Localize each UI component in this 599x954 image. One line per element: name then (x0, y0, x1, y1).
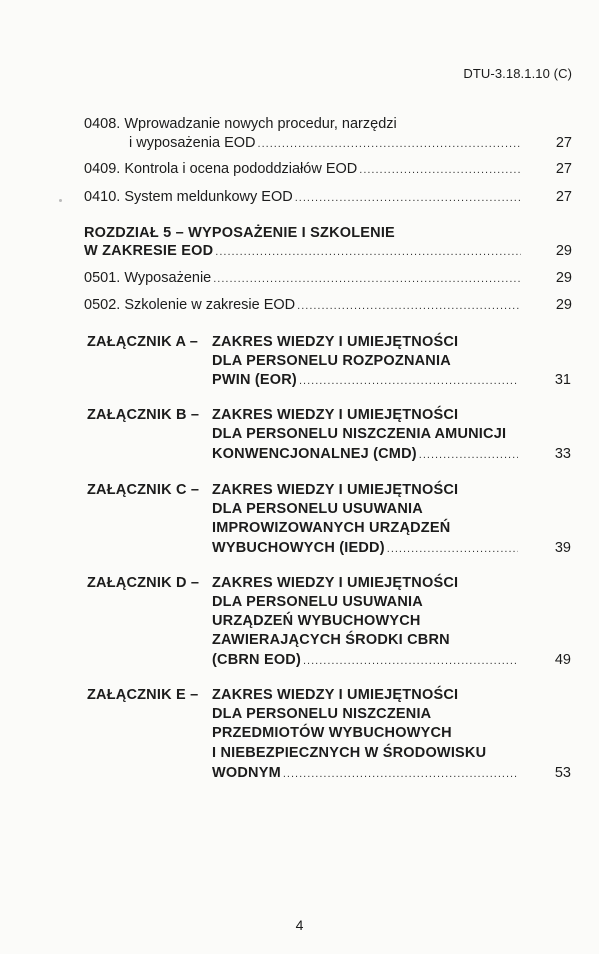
toc-entry-text: WODNYM (212, 765, 281, 781)
annex-e-line3: PRZEDMIOTÓW WYBUCHOWYCH (212, 725, 452, 741)
annex-a-line1: ZAKRES WIEDZY I UMIEJĘTNOŚCI (212, 334, 459, 350)
dot-leader (297, 297, 521, 315)
toc-page-number: 29 (555, 270, 572, 286)
annex-e-line1: ZAKRES WIEDZY I UMIEJĘTNOŚCI (212, 687, 459, 703)
annex-b-line1: ZAKRES WIEDZY I UMIEJĘTNOŚCI (212, 407, 459, 423)
annex-e-line4: I NIEBEZPIECZNYCH W ŚRODOWISKU (212, 745, 487, 761)
toc-entry-0408-line2 (129, 134, 521, 153)
toc-page-number: 31 (554, 372, 571, 388)
annex-c-label: ZAŁĄCZNIK C – (87, 482, 200, 498)
toc-page-number: 27 (555, 189, 572, 205)
chapter-5-title-line1: ROZDZIAŁ 5 – WYPOSAŻENIE I SZKOLENIE (84, 225, 395, 241)
toc-entry-0410 (84, 188, 521, 207)
dot-leader (215, 243, 521, 261)
chapter-5-title-line2 (84, 242, 521, 261)
toc-page-number: 29 (555, 297, 572, 313)
page-number: 4 (295, 917, 304, 933)
annex-e-line5 (212, 764, 518, 783)
dot-leader (303, 652, 518, 670)
annex-a-line2: DLA PERSONELU ROZPOZNANIA (212, 353, 451, 369)
toc-entry-text: 0501. Wyposażenie (84, 270, 212, 286)
dot-leader (283, 765, 518, 783)
annex-d-line3: URZĄDZEŃ WYBUCHOWYCH (212, 613, 421, 629)
toc-page-number: 39 (554, 540, 571, 556)
toc-entry-text: KONWENCJONALNEJ (CMD) (212, 446, 417, 462)
toc-entry-0502 (84, 296, 521, 315)
annex-c-line2: DLA PERSONELU USUWANIA (212, 501, 423, 517)
toc-page-number: 53 (554, 765, 571, 781)
dot-leader (299, 372, 518, 390)
toc-page-number: 27 (555, 135, 572, 151)
toc-entry-text: 0410. System meldunkowy EOD (84, 189, 293, 205)
dot-leader (213, 270, 521, 288)
toc-page-number: 33 (554, 446, 571, 462)
dot-leader (258, 135, 521, 153)
annex-d-line4: ZAWIERAJĄCYCH ŚRODKI CBRN (212, 632, 450, 648)
toc-entry-text: (CBRN EOD) (212, 652, 301, 668)
annex-d-line2: DLA PERSONELU USUWANIA (212, 594, 423, 610)
scan-speck (59, 199, 62, 202)
annex-c-line1: ZAKRES WIEDZY I UMIEJĘTNOŚCI (212, 482, 459, 498)
toc-entry-text: PWIN (EOR) (212, 372, 297, 388)
annex-a-label: ZAŁĄCZNIK A – (87, 334, 199, 350)
toc-entry-text: 0409. Kontrola i ocena pododdziałów EOD (84, 161, 358, 177)
annex-b-label: ZAŁĄCZNIK B – (87, 407, 200, 423)
document-id: DTU-3.18.1.10 (C) (463, 66, 572, 81)
dot-leader (419, 446, 518, 464)
dot-leader (387, 540, 518, 558)
annex-d-line5 (212, 651, 518, 670)
toc-entry-text: i wyposażenia EOD (129, 135, 256, 151)
toc-entry-0501 (84, 269, 521, 288)
annex-a-line3 (212, 371, 518, 390)
dot-leader (295, 189, 521, 207)
annex-c-line3: IMPROWIZOWANYCH URZĄDZEŃ (212, 520, 451, 536)
toc-entry-text: WYBUCHOWYCH (IEDD) (212, 540, 385, 556)
toc-page-number: 49 (554, 652, 571, 668)
annex-d-line1: ZAKRES WIEDZY I UMIEJĘTNOŚCI (212, 575, 459, 591)
toc-entry-0408-line1: 0408. Wprowadzanie nowych procedur, narzędzi (84, 116, 397, 132)
annex-c-line4 (212, 539, 518, 558)
annex-e-label: ZAŁĄCZNIK E – (87, 687, 199, 703)
annex-b-line2: DLA PERSONELU NISZCZENIA AMUNICJI (212, 426, 507, 442)
toc-page-number: 29 (555, 243, 572, 259)
toc-entry-text: 0502. Szkolenie w zakresie EOD (84, 297, 296, 313)
toc-page-number: 27 (555, 161, 572, 177)
annex-b-line3 (212, 445, 518, 464)
dot-leader (359, 161, 521, 179)
annex-d-label: ZAŁĄCZNIK D – (87, 575, 200, 591)
toc-entry-text: W ZAKRESIE EOD (84, 243, 214, 259)
annex-e-line2: DLA PERSONELU NISZCZENIA (212, 706, 432, 722)
toc-entry-0409 (84, 160, 521, 179)
